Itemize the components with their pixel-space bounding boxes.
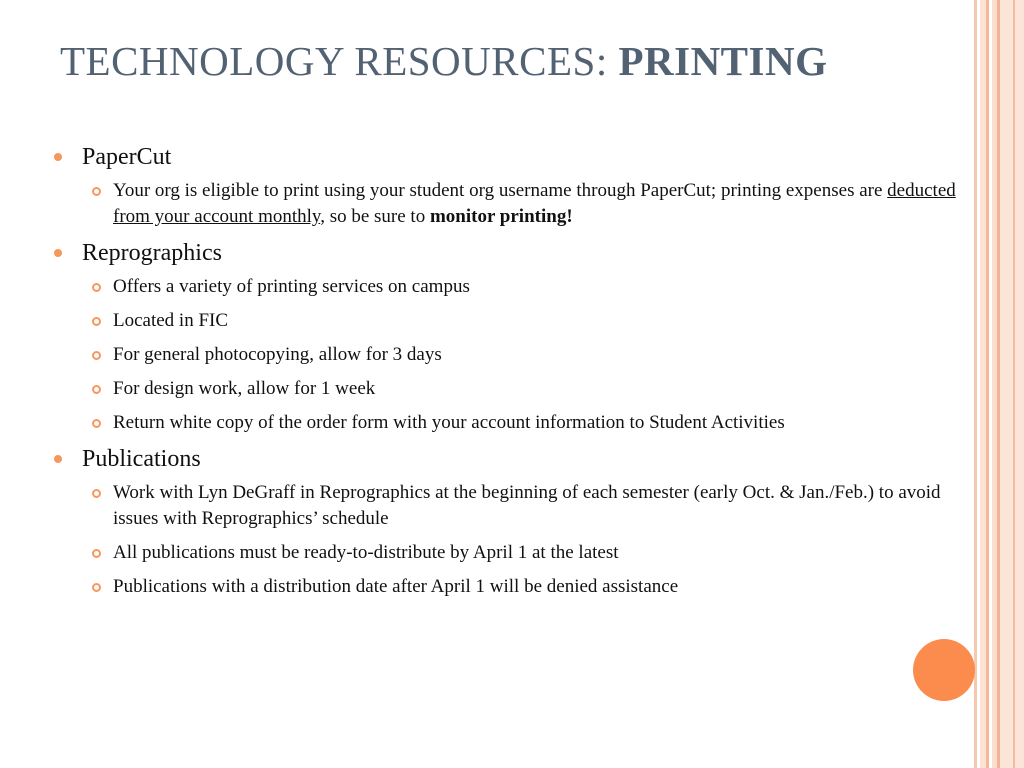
- sub-bullet: [86, 540, 969, 566]
- sub-bullet-text: All publications must be ready-to-distribute by April 1 at the latest: [113, 542, 619, 563]
- sub-bullet-text: For design work, allow for 1 week: [113, 378, 376, 399]
- sub-bullet: [86, 342, 969, 368]
- bullet-ring-icon: [92, 489, 101, 498]
- sub-bullet: [86, 308, 969, 334]
- sub-bullet-text: Publications with a distribution date after April 1 will be denied assistance: [113, 576, 679, 597]
- sub-list-reprographics: [86, 274, 969, 436]
- sub-bullet-underlined: deducted from your account monthly: [113, 180, 956, 227]
- sub-bullet-text: Return white copy of the order form with your account information to Student Activities: [113, 412, 785, 433]
- title-normal: TECHNOLOGY RESOURCES:: [60, 38, 619, 84]
- title-bold: PRINTING: [618, 38, 828, 84]
- sub-bullet-text: Your org is eligible to print using your student org username through PaperCut; printing expenses are: [113, 180, 888, 201]
- bullet-heading: Publications: [82, 446, 201, 472]
- bullet-papercut: [54, 142, 969, 172]
- sub-bullet-text: Work with Lyn DeGraff in Reprographics at the beginning of each semester (early Oct. & Jan./Feb.) to avoid issues with Reprographics’ schedule: [113, 482, 941, 529]
- sub-bullet-text: , so be sure to: [320, 206, 430, 227]
- bullet-ring-icon: [92, 351, 101, 360]
- sub-bullet: [86, 274, 969, 300]
- sub-bullet: [86, 410, 969, 436]
- bullet-ring-icon: [92, 385, 101, 394]
- bullet-ring-icon: [92, 583, 101, 592]
- sub-list-publications: [86, 480, 969, 600]
- bullet-list: [54, 136, 969, 608]
- bullet-ring-icon: [92, 283, 101, 292]
- slide-title: [60, 34, 960, 88]
- sub-bullet: [86, 376, 969, 402]
- sub-bullet: [86, 480, 969, 532]
- bullet-ring-icon: [92, 187, 101, 196]
- decorative-stripe: [1000, 0, 1024, 768]
- sub-bullet-text: Located in FIC: [113, 310, 229, 331]
- bullet-heading: Reprographics: [82, 240, 222, 266]
- bullet-ring-icon: [92, 549, 101, 558]
- sub-bullet-text: For general photocopying, allow for 3 days: [113, 344, 442, 365]
- sub-bullet-text: Offers a variety of printing services on campus: [113, 276, 470, 297]
- bullet-dot-icon: [54, 249, 62, 257]
- bullet-heading: PaperCut: [82, 144, 172, 170]
- decorative-stripe: [986, 0, 989, 768]
- sub-list-papercut: [86, 178, 969, 230]
- bullet-publications: [54, 444, 969, 474]
- bullet-dot-icon: [54, 455, 62, 463]
- bullet-reprographics: [54, 238, 969, 268]
- sub-bullet: [86, 574, 969, 600]
- sub-bullet: [86, 178, 969, 230]
- decorative-circle: [913, 639, 975, 701]
- bullet-ring-icon: [92, 317, 101, 326]
- decorative-stripe: [974, 0, 977, 768]
- sub-bullet-bold: monitor printing!: [429, 206, 573, 227]
- decorative-stripe: [1013, 0, 1015, 768]
- bullet-dot-icon: [54, 153, 62, 161]
- bullet-ring-icon: [92, 419, 101, 428]
